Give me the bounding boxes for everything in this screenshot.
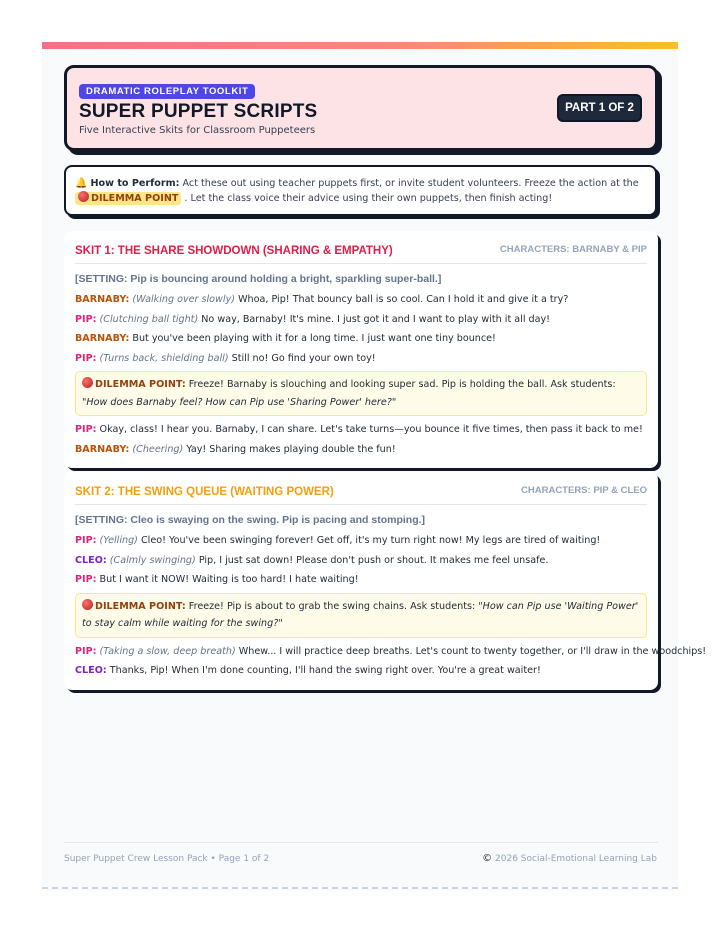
speaker-name: PIP: (75, 313, 97, 325)
script-line (75, 310, 647, 330)
stage-direction: (Yelling) (99, 535, 138, 546)
dilemma-text: Freeze! Pip is about to grab the swing chains. Ask students: (188, 600, 476, 612)
dialogue-text: But you've been playing with it for a long time. I just want one tiny bounce! (132, 333, 496, 344)
copyright-icon: © (482, 853, 493, 864)
red-dot-icon (82, 599, 93, 610)
skit-title: SKIT 2: THE SWING QUEUE (WAITING POWER) (75, 486, 334, 498)
header-card (64, 65, 658, 151)
speaker-name: PIP: (75, 574, 97, 585)
skit-card-1 (64, 231, 658, 468)
script-line (75, 570, 647, 590)
how-to-label: How to Perform: (90, 178, 180, 189)
dilemma-text: Freeze! Barnaby is slouching and looking super sad. Pip is holding the ball. Ask students: (188, 379, 616, 390)
dialogue-text: Whew... I will practice deep breaths. Let's count to twenty together, or I'll draw in the woodchips! (238, 645, 707, 657)
part-badge: PART 1 OF 2 (557, 94, 642, 122)
stage-direction: (Turns back, shielding ball) (99, 352, 229, 364)
dialogue-text: Pip, I just sat down! Please don't push or shout. It makes me feel unsafe. (198, 554, 549, 566)
script-line (75, 420, 647, 440)
speaker-name: PIP: (75, 352, 97, 364)
red-dot-icon (82, 377, 93, 388)
dilemma-tag-label: DILEMMA POINT (91, 193, 179, 204)
stage-direction: (Calmly swinging) (109, 554, 196, 566)
stage-direction: (Cheering) (132, 443, 184, 455)
copyright-text: 2026 Social-Emotional Learning Lab (495, 854, 657, 864)
toolkit-pill: DRAMATIC ROLEPLAY TOOLKIT (79, 84, 255, 99)
skit-header (75, 472, 647, 505)
stage-direction: (Walking over slowly) (132, 294, 235, 305)
red-dot-icon (78, 191, 89, 202)
dilemma-point-box (75, 593, 647, 638)
skit-header (75, 231, 647, 264)
skit-setting: [SETTING: Cleo is swaying on the swing. Pip is pacing and stomping.] (75, 514, 426, 526)
dilemma-question: "How does Barnaby feel? How can Pip use 'Sharing Power' here?" (82, 396, 397, 408)
dialogue-text: No way, Barnaby! It's mine. I just got it and I want to play with it all day! (201, 313, 551, 325)
speaker-name: PIP: (75, 424, 97, 435)
skit-title: SKIT 1: THE SHARE SHOWDOWN (SHARING & EMPATHY) (75, 245, 393, 257)
script-line (75, 440, 647, 460)
script-line (75, 531, 647, 551)
speaker-name: BARNABY: (75, 294, 130, 305)
stage-direction: (Taking a slow, deep breath) (99, 645, 236, 657)
dialogue-text: Still no! Go find your own toy! (231, 352, 376, 364)
dialogue-text: Whoa, Pip! That bouncy ball is so cool. Can I hold it and give it a try? (238, 294, 569, 305)
dialogue-text: Thanks, Pip! When I'm done counting, I'll hand the swing right over. You're a great waiter! (109, 665, 541, 676)
skit-card-2 (64, 472, 707, 690)
speaker-name: CLEO: (75, 665, 107, 676)
dilemma-point-box (75, 371, 647, 416)
skit-bottom-padding (75, 459, 647, 468)
footer-copyright (482, 853, 657, 864)
dialogue-text: But I want it NOW! Waiting is too hard! I hate waiting! (99, 574, 359, 585)
how-to-perform-card (64, 165, 657, 216)
speaker-name: PIP: (75, 645, 97, 657)
speaker-name: CLEO: (75, 554, 107, 566)
page-cut-line (42, 887, 678, 889)
dilemma-point-tag (75, 192, 181, 205)
dilemma-label: DILEMMA POINT: (95, 379, 186, 390)
how-to-text-after: . Let the class voice their advice using their own puppets, then finish acting! (184, 193, 553, 204)
dilemma-question: "How can Pip use 'Waiting Power' to stay calm while waiting for the swing?" (82, 600, 639, 629)
page (42, 42, 707, 890)
dialogue-text: Okay, class! I hear you. Barnaby, I can share. Let's take turns—you bounce it five times, then pass it back to me! (99, 424, 643, 435)
speaker-name: BARNABY: (75, 443, 130, 455)
footer-divider (64, 842, 658, 843)
dialogue-text: Cleo! You've been swinging forever! Get off, it's my turn right now! My legs are tired of waiting! (140, 535, 601, 546)
footer-page-info: Super Puppet Crew Lesson Pack • Page 1 of 2 (64, 854, 270, 864)
script-line (75, 642, 707, 662)
skit-setting: [SETTING: Pip is bouncing around holding a bright, sparkling super-ball.] (75, 273, 442, 285)
top-accent-bar (42, 42, 678, 49)
speaker-name: PIP: (75, 535, 97, 546)
skit-characters: CHARACTERS: PIP & CLEO (521, 485, 647, 496)
speaker-name: BARNABY: (75, 333, 130, 344)
dilemma-label: DILEMMA POINT: (95, 600, 186, 612)
script-line (75, 551, 647, 571)
script-line (75, 329, 647, 349)
dialogue-text: Yay! Sharing makes playing double the fun! (186, 443, 396, 455)
page-subtitle: Five Interactive Skits for Classroom Puppeteers (79, 125, 316, 136)
stage-direction: (Clutching ball tight) (99, 313, 199, 325)
how-to-text-before: Act these out using teacher puppets first, or invite student volunteers. Freeze the action at the (182, 178, 639, 189)
skit-bottom-padding (75, 681, 647, 690)
script-line (75, 349, 647, 369)
bell-icon: 🔔 (75, 178, 88, 189)
script-line (75, 661, 647, 681)
skit-characters: CHARACTERS: BARNABY & PIP (499, 244, 647, 255)
script-line (75, 290, 647, 310)
page-title: SUPER PUPPET SCRIPTS (79, 101, 318, 122)
